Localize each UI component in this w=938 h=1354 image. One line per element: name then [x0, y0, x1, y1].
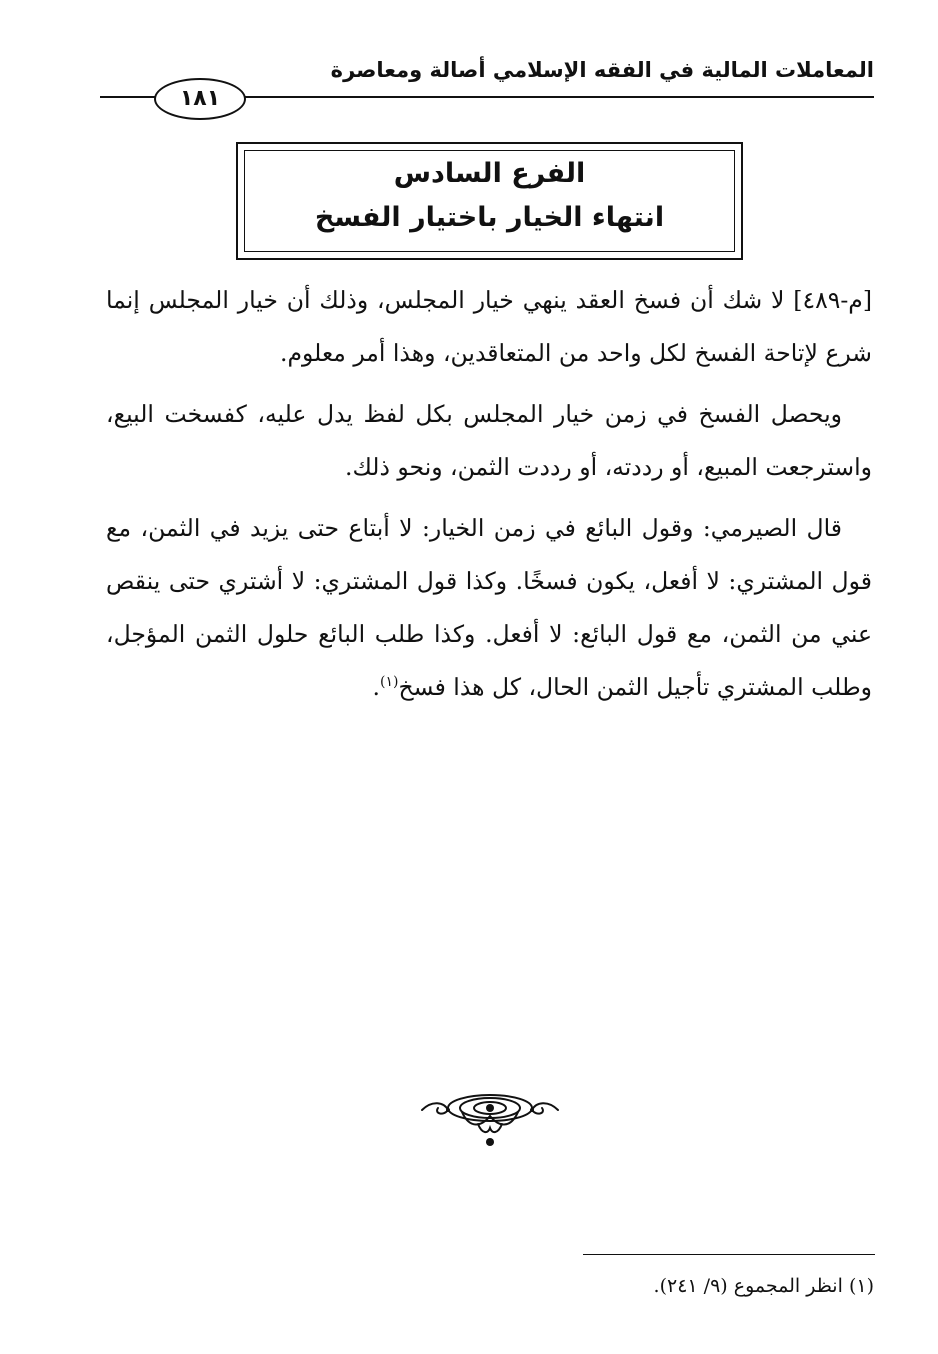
paragraph-3 — [106, 502, 872, 714]
footnote-separator — [583, 1254, 875, 1255]
page-number-badge: ١٨١ — [154, 78, 246, 120]
section-subheading: انتهاء الخيار باختيار الفسخ — [314, 202, 665, 233]
paragraph-2: ويحصل الفسخ في زمن خيار المجلس بكل لفظ يدل عليه، كفسخت البيع، واسترجعت المبيع، أو رددته، أو رددت الثمن، ونحو ذلك. — [106, 400, 872, 481]
footnote — [100, 1268, 874, 1304]
footnote-text: انظر المجموع (٩/ ٢٤١). — [653, 1275, 843, 1297]
running-header-title: المعاملات المالية في الفقه الإسلامي أصالة ومعاصرة — [330, 58, 874, 82]
section-title-frame — [236, 142, 743, 260]
body-text — [106, 274, 872, 722]
footnote-reference: (١) — [379, 674, 399, 691]
footnote-marker: (١) — [848, 1275, 874, 1297]
floral-divider-icon — [418, 1090, 562, 1148]
section-heading: الفرع السادس — [393, 158, 586, 189]
paragraph-3-end: . — [372, 673, 380, 701]
paragraph-3-text: قال الصيرمي: وقول البائع في زمن الخيار: لا أبتاع حتى يزيد في الثمن، مع قول المشتري: لا أفعل، يكون فسخًا. وكذا قول المشتري: لا أشتري حتى ينقص عني من الثمن، مع قول البائع: لا أفعل. وكذا طلب البائع حلول الثمن المؤجل، وطلب المشتري تأجيل الثمن الحال، كل هذا فسخ — [106, 514, 872, 701]
paragraph-1: [م-٤٨٩] لا شك أن فسخ العقد ينهي خيار المجلس، وذلك أن خيار المجلس إنما شرع لإتاحة الفسخ لكل واحد من المتعاقدين، وهذا أمر معلوم. — [106, 286, 872, 367]
